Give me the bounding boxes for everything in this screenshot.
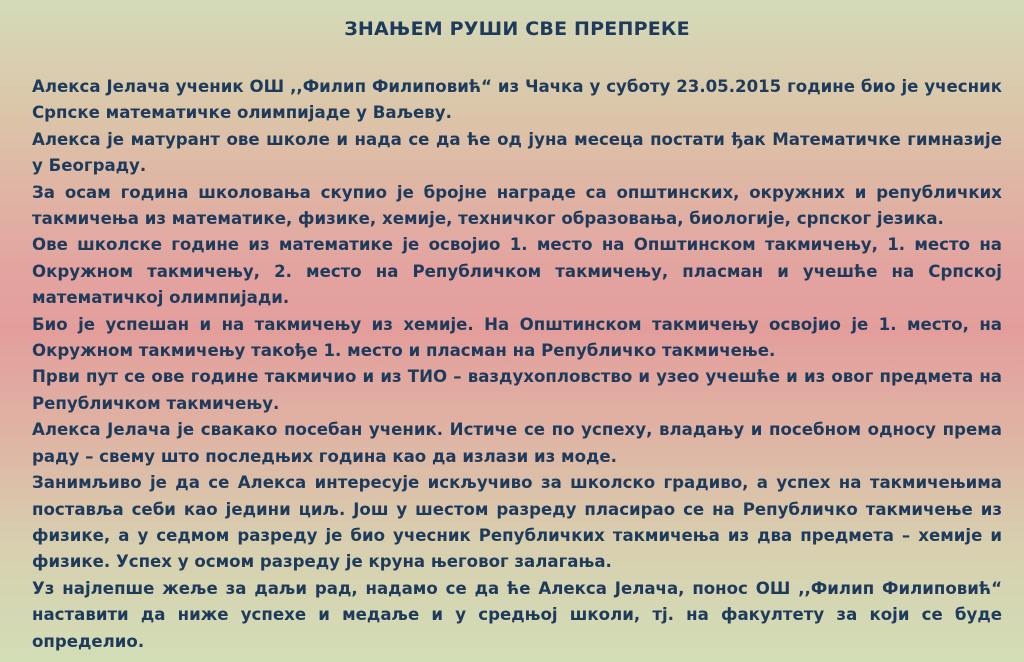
article-paragraph: Био је успешан и на такмичењу из хемије. На Општинском такмичењу освојио је 1. место, на Окружном такмичењу такође 1. место и пласман на Републичко такмичење. [32, 314, 1002, 361]
article-paragraph: Ове школске године из математике је освојио 1. место на Општинском такмичењу, 1. место на Окружном такмичењу, 2. место на Републичком такмичењу, пласман и учешће на Српској математичкој олимпијади. [32, 235, 1002, 308]
article-paragraph: Алекса Јелача је свакако посебан ученик. Истиче се по успеху, владању и посебном односу према раду – свему што последњих година као да излази из моде. [32, 420, 1002, 466]
article-paragraph: Први пут се ове године такмичио и из ТИО – ваздухопловство и узео учешће и из овог предмета на Републичком такмичењу. [32, 367, 1002, 413]
article-paragraph: За осам година школовања скупио је бројне награде са општинских, окружних и републичких такмичења из математике, физике, хемије, техничког образовања, биологије, српског језика. [32, 182, 1002, 229]
article-title: ЗНАЊЕМ РУШИ СВЕ ПРЕПРЕКЕ [344, 18, 690, 40]
article-paragraph: Уз најлепше жеље за даљи рад, надамо се да ће Алекса Јелача, понос ОШ ,,Филип Филиповић“ наставити да ниже успехе и медаље и у средњој школи, тј. на факултету за који се буде определио. [32, 578, 1002, 651]
article-body [32, 74, 1002, 655]
article-paragraph: Алекса је матурант ове школе и нада се да ће од јуна месеца постати ђак Математичке гимназије у Београду. [32, 129, 1002, 176]
article-paragraph: Алекса Јелача ученик ОШ ,,Филип Филиповић“ из Чачка у суботу 23.05.2015 године био је учесник Српске математичке олимпијаде у Ваљеву. [32, 77, 1002, 123]
article-paragraph: Занимљиво је да се Алекса интересује искључиво за школско градиво, а успех на такмичењима поставља себи као једини циљ. Још у шестом разреду пласирао се на Републичко такмичење из физике, а у седмом разреду је био учесник Републичких такмичења из два предмета – хемије и физике. Успех у осмом разреду је круна његовог залагања. [32, 473, 1002, 572]
